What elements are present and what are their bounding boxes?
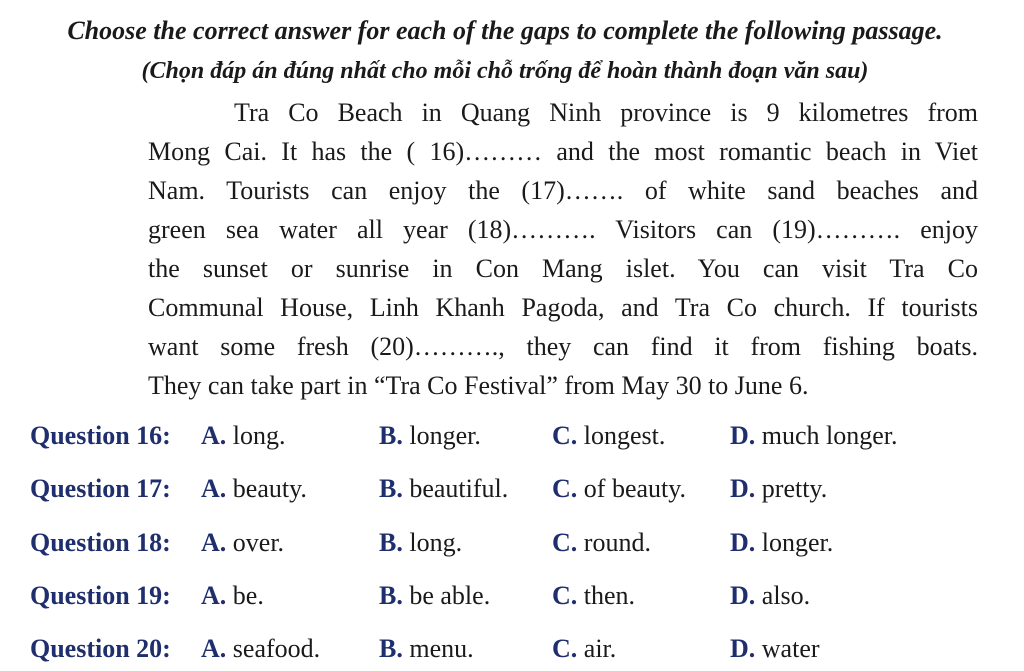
option-text: then. xyxy=(583,581,636,610)
option-letter: B. xyxy=(379,634,403,663)
option-b[interactable] xyxy=(379,634,474,664)
passage-line: green sea water all year (18)………. Visitors can (19)………. enjoy xyxy=(148,215,978,244)
option-text: also. xyxy=(761,581,811,610)
instruction-heading-vietnamese: (Chọn đáp án đúng nhất cho mỗi chỗ trống để hoàn thành đoạn văn sau) xyxy=(141,58,869,84)
option-c[interactable] xyxy=(552,421,665,451)
option-c[interactable] xyxy=(552,528,651,558)
option-letter: A. xyxy=(201,634,227,663)
option-a[interactable] xyxy=(201,634,320,664)
option-letter: C. xyxy=(552,421,578,450)
passage-line: Communal House, Linh Khanh Pagoda, and Tra Co church. If tourists xyxy=(148,293,978,322)
option-b[interactable] xyxy=(379,474,508,504)
option-text: beauty. xyxy=(232,474,307,503)
option-letter: A. xyxy=(201,474,227,503)
option-text: longest. xyxy=(583,421,666,450)
option-c[interactable] xyxy=(552,474,686,504)
option-a[interactable] xyxy=(201,474,307,504)
passage-line: They can take part in “Tra Co Festival” from May 30 to June 6. xyxy=(148,371,809,400)
option-text: be able. xyxy=(409,581,491,610)
option-text: seafood. xyxy=(232,634,321,663)
option-d[interactable] xyxy=(730,634,820,664)
question-label: Question 19: xyxy=(30,581,171,610)
option-text: long. xyxy=(232,421,286,450)
option-letter: D. xyxy=(730,421,756,450)
option-text: be. xyxy=(232,581,264,610)
option-text: longer. xyxy=(409,421,481,450)
passage-line: want some fresh (20)………., they can find it from fishing boats. xyxy=(148,332,978,361)
option-a[interactable] xyxy=(201,528,284,558)
option-d[interactable] xyxy=(730,581,810,611)
passage-line: Mong Cai. It has the ( 16)……… and the most romantic beach in Viet xyxy=(148,137,978,166)
option-letter: D. xyxy=(730,528,756,557)
question-label: Question 20: xyxy=(30,634,171,663)
option-letter: B. xyxy=(379,581,403,610)
option-d[interactable] xyxy=(730,528,833,558)
option-letter: A. xyxy=(201,528,227,557)
option-text: much longer. xyxy=(761,421,898,450)
option-text: of beauty. xyxy=(583,474,687,503)
option-b[interactable] xyxy=(379,421,481,451)
option-letter: C. xyxy=(552,528,578,557)
option-text: menu. xyxy=(409,634,474,663)
option-letter: A. xyxy=(201,581,227,610)
option-c[interactable] xyxy=(552,634,616,664)
question-label: Question 16: xyxy=(30,421,171,450)
option-text: long. xyxy=(409,528,463,557)
option-text: pretty. xyxy=(761,474,828,503)
option-letter: A. xyxy=(201,421,227,450)
passage-line: Nam. Tourists can enjoy the (17)……. of white sand beaches and xyxy=(148,176,978,205)
instruction-heading: Choose the correct answer for each of the gaps to complete the following passage. xyxy=(67,16,943,45)
option-letter: D. xyxy=(730,581,756,610)
option-b[interactable] xyxy=(379,581,490,611)
option-text: over. xyxy=(232,528,285,557)
option-letter: D. xyxy=(730,634,756,663)
option-a[interactable] xyxy=(201,581,264,611)
option-letter: C. xyxy=(552,634,578,663)
option-text: air. xyxy=(583,634,617,663)
option-c[interactable] xyxy=(552,581,635,611)
option-a[interactable] xyxy=(201,421,286,451)
option-d[interactable] xyxy=(730,474,827,504)
option-letter: B. xyxy=(379,421,403,450)
option-b[interactable] xyxy=(379,528,462,558)
reading-passage xyxy=(148,93,978,405)
option-text: round. xyxy=(583,528,651,557)
question-label: Question 17: xyxy=(30,474,171,503)
option-letter: C. xyxy=(552,581,578,610)
passage-line: the sunset or sunrise in Con Mang islet. You can visit Tra Co xyxy=(148,254,978,283)
option-letter: B. xyxy=(379,474,403,503)
option-text: beautiful. xyxy=(409,474,509,503)
option-text: longer. xyxy=(761,528,834,557)
option-letter: C. xyxy=(552,474,578,503)
option-letter: B. xyxy=(379,528,403,557)
option-letter: D. xyxy=(730,474,756,503)
option-text: water xyxy=(761,634,820,663)
question-label: Question 18: xyxy=(30,528,171,557)
passage-line: Tra Co Beach in Quang Ninh province is 9 kilometres from xyxy=(234,98,978,127)
option-d[interactable] xyxy=(730,421,898,451)
